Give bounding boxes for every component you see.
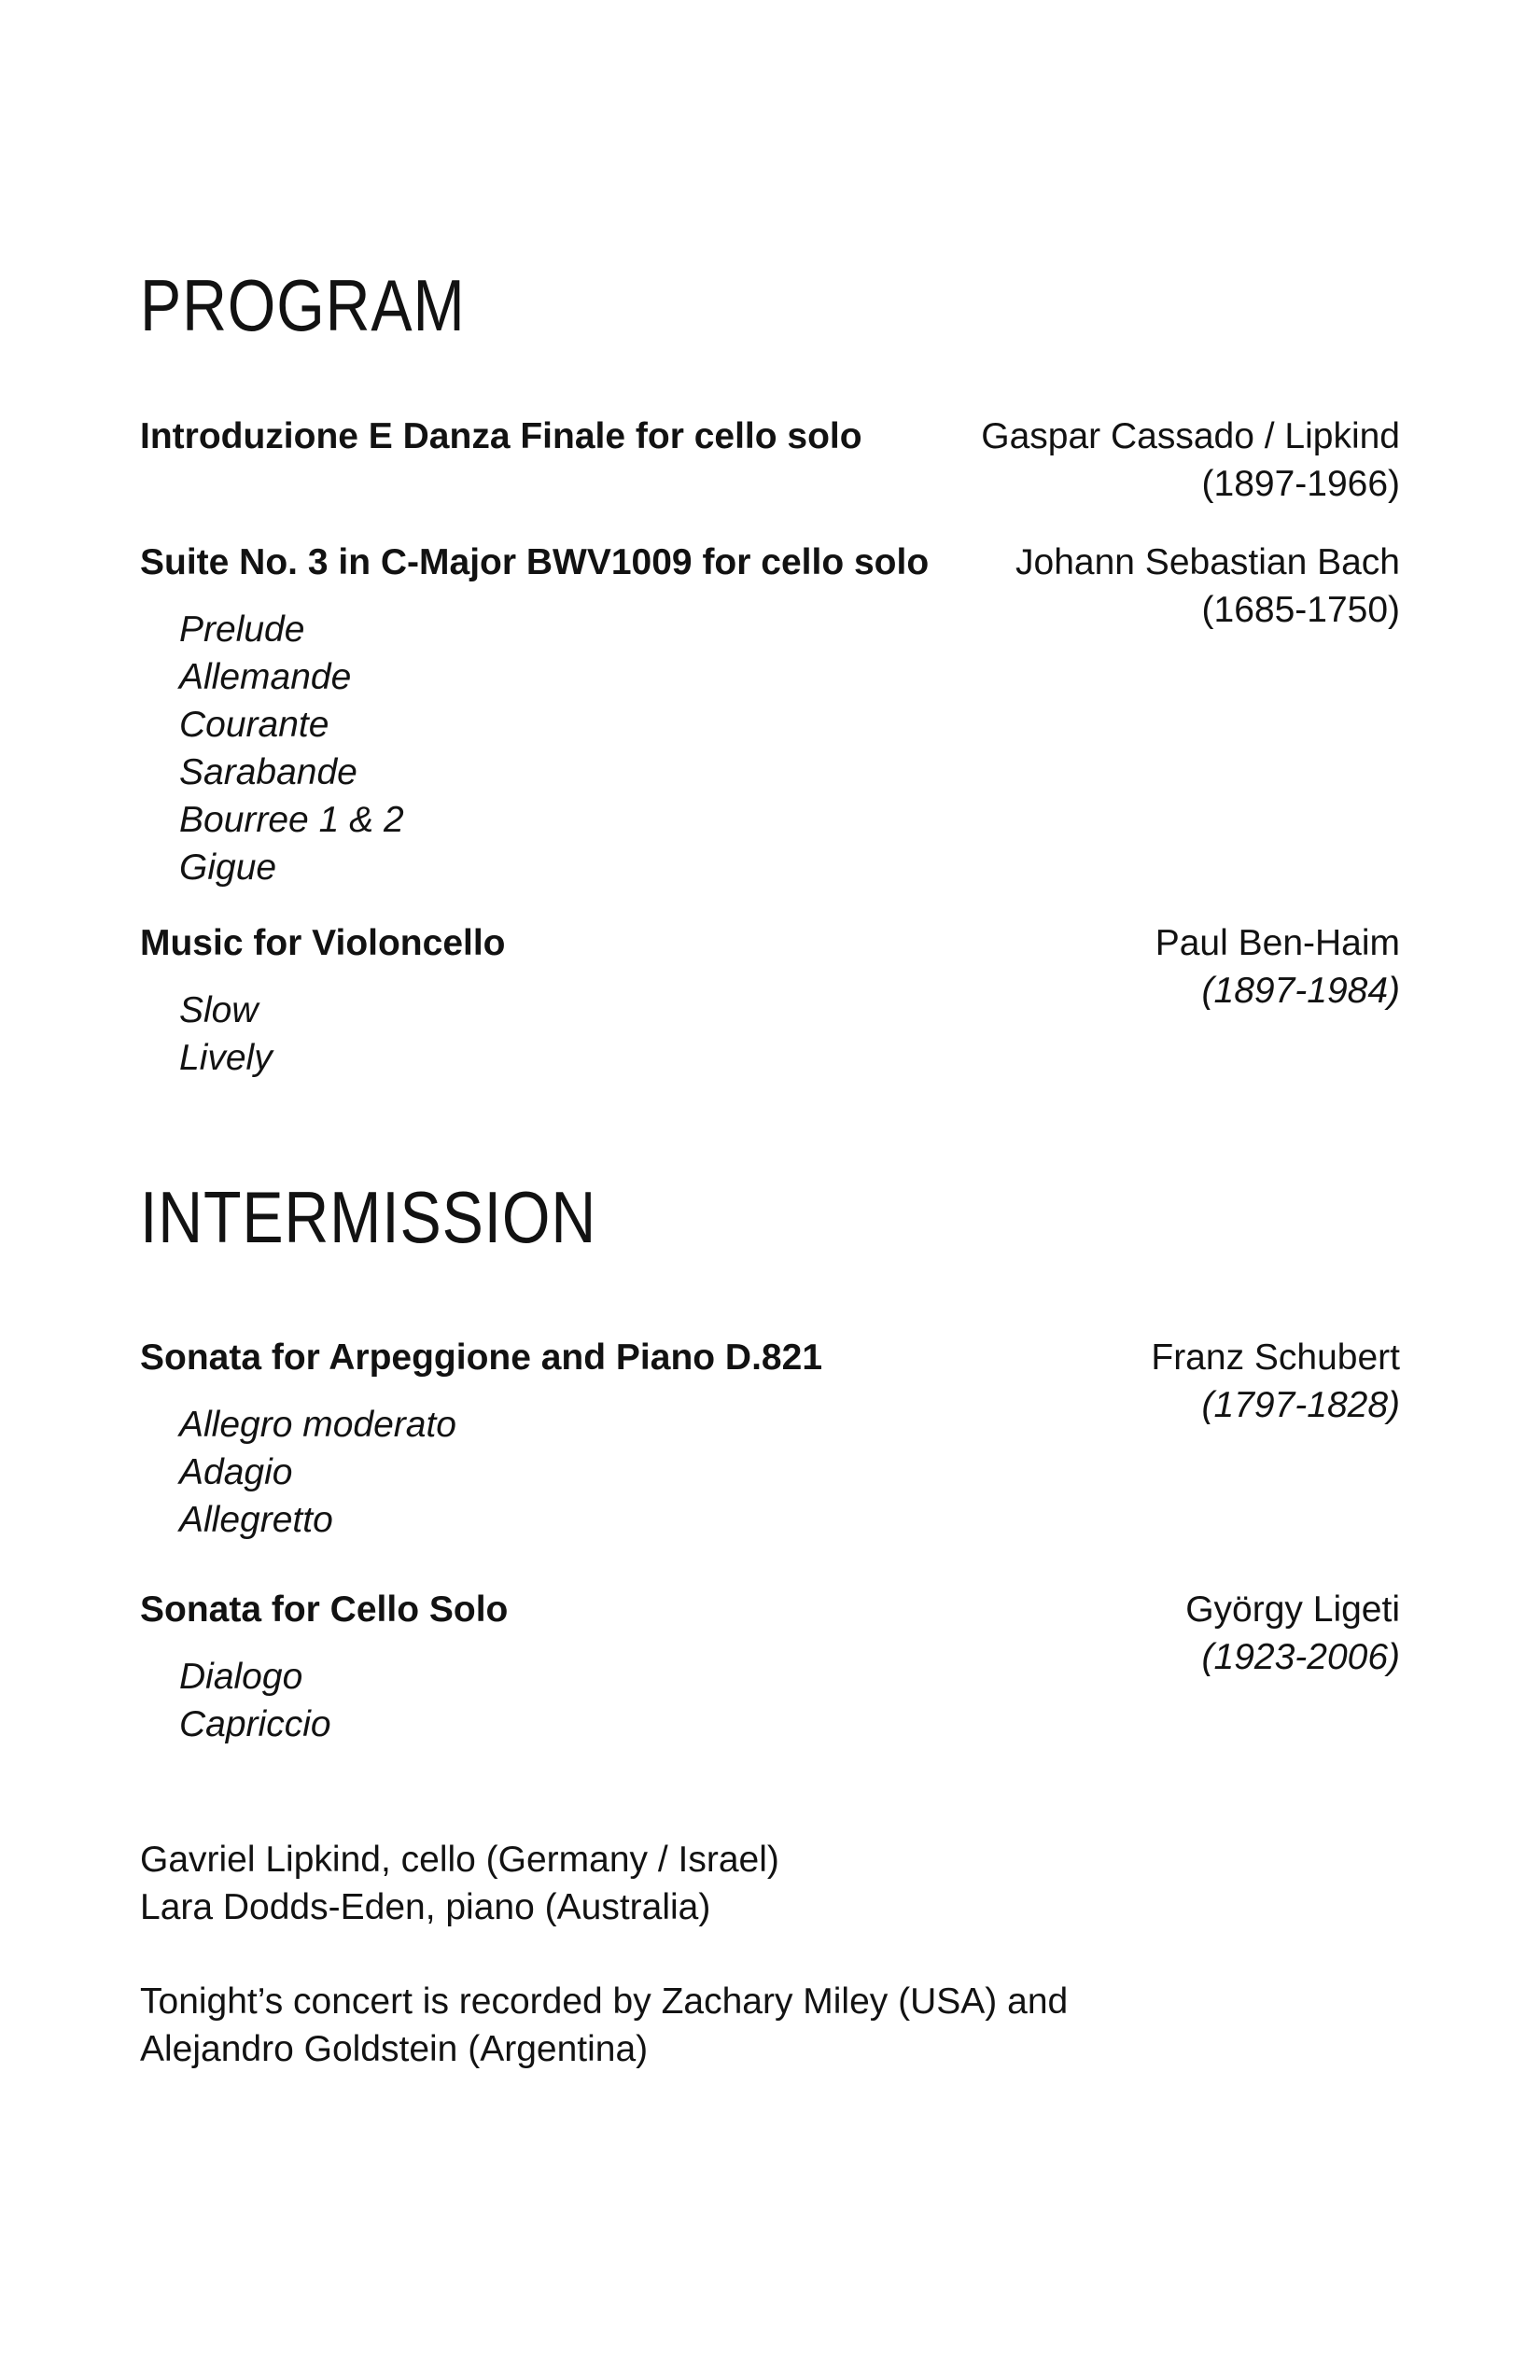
program-heading: PROGRAM <box>140 264 466 346</box>
movement: Courante <box>179 705 329 745</box>
program-entry <box>140 539 1400 891</box>
performers-block <box>140 1836 1400 1931</box>
program-entry <box>140 919 1400 1082</box>
composer-name: Franz Schubert <box>1151 1337 1400 1378</box>
piece-title: Suite No. 3 in C-Major BWV1009 for cello solo <box>140 542 930 582</box>
piece-title: Sonata for Arpeggione and Piano D.821 <box>140 1337 823 1378</box>
composer-dates: (1897-1984) <box>1201 971 1400 1011</box>
composer-name: György Ligeti <box>1185 1589 1400 1630</box>
recording-note-line: Tonight’s concert is recorded by Zachary Miley (USA) and <box>140 1981 1069 2022</box>
recording-note-line: Alejandro Goldstein (Argentina) <box>140 2029 649 2069</box>
movement: Gigue <box>179 847 277 888</box>
movement: Dialogo <box>179 1657 303 1697</box>
movement: Prelude <box>179 609 305 650</box>
movement: Bourree 1 & 2 <box>179 800 404 840</box>
composer-block <box>1015 539 1400 634</box>
composer-block <box>1155 919 1400 1015</box>
movement: Sarabande <box>179 752 357 792</box>
piece-title: Sonata for Cello Solo <box>140 1589 509 1630</box>
movement: Slow <box>179 990 259 1030</box>
recording-note-block <box>140 1978 1400 2073</box>
composer-dates: (1897-1966) <box>1201 464 1400 504</box>
program-content <box>140 0 1400 2073</box>
composer-dates: (1685-1750) <box>1201 590 1400 630</box>
movement: Allemande <box>179 657 352 697</box>
movement: Capriccio <box>179 1704 331 1744</box>
program-entry <box>140 413 1400 510</box>
piece-title: Introduzione E Danza Finale for cello solo <box>140 416 862 456</box>
composer-block <box>981 413 1400 508</box>
performer-line: Gavriel Lipkind, cello (Germany / Israel) <box>140 1840 779 1880</box>
movement: Adagio <box>179 1452 293 1492</box>
performer-line: Lara Dodds-Eden, piano (Australia) <box>140 1887 711 1927</box>
composer-dates: (1797-1828) <box>1201 1385 1400 1425</box>
piece-title: Music for Violoncello <box>140 923 506 963</box>
intermission-heading: INTERMISSION <box>140 1176 597 1258</box>
program-entry <box>140 1334 1400 1544</box>
composer-name: Gaspar Cassado / Lipkind <box>981 416 1400 456</box>
composer-block <box>1151 1334 1400 1429</box>
movement-list <box>140 606 1400 891</box>
movement: Allegretto <box>179 1500 333 1540</box>
program-entry <box>140 1586 1400 1748</box>
composer-dates: (1923-2006) <box>1201 1637 1400 1677</box>
composer-name: Paul Ben-Haim <box>1155 923 1400 963</box>
composer-name: Johann Sebastian Bach <box>1015 542 1400 582</box>
movement: Lively <box>179 1038 273 1078</box>
composer-block <box>1185 1586 1400 1681</box>
movement: Allegro moderato <box>179 1405 456 1445</box>
